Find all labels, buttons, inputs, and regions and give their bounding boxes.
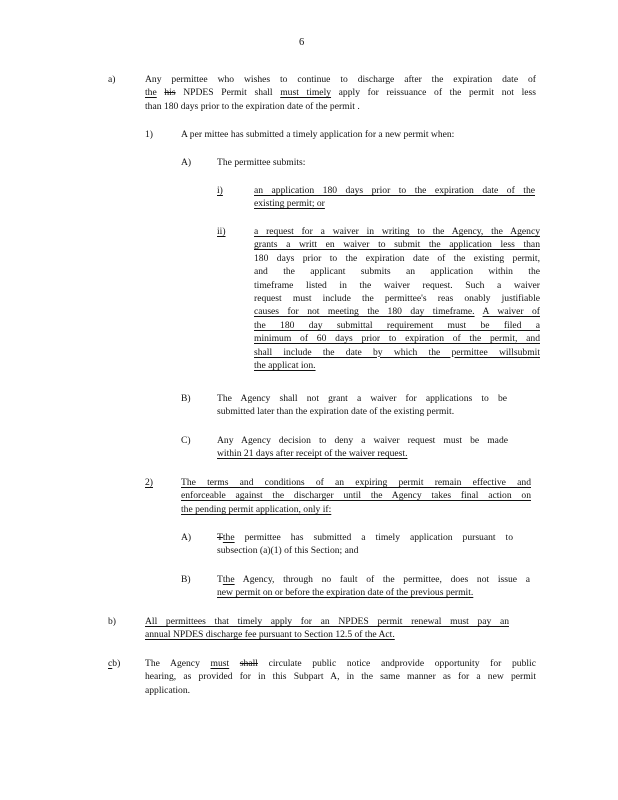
item-a2A-line-1: Tthe permittee has submitted a timely application pursuant to xyxy=(217,532,513,543)
item-aii-line-6: request must include the permittee's reas onably justifiable xyxy=(254,292,540,304)
item-aii-line-8: the 180 day submittal requirement must be filed a xyxy=(254,319,540,331)
item-a2B-label: B) xyxy=(181,574,191,585)
item-c-line-1: The Agency must shall circulate public notice andprovide opportunity for public xyxy=(145,658,536,669)
item-a1-text: A per mittee has submitted a timely application for a new permit when: xyxy=(181,129,455,140)
item-aii-label: ii) xyxy=(217,226,226,237)
item-aC-line-2: within 21 days after receipt of the waiver request. xyxy=(217,448,408,460)
inserted-must-timely: must timely xyxy=(280,87,332,99)
item-ai-line-1: an application 180 days prior to the expiration date of the xyxy=(254,185,535,196)
item-aB-label: B) xyxy=(181,393,191,404)
item-a2A-text xyxy=(217,531,513,558)
item-aii-line-7: causes for not meeting the 180 day timeframe. A waiver of xyxy=(254,306,540,318)
item-aii-line-9: minimum of 60 days prior to expiration of the permit, and xyxy=(254,333,540,345)
item-c-text xyxy=(145,657,536,697)
item-ai-label: i) xyxy=(217,185,223,196)
item-aii-line-3: 180 days prior to the expiration date of the existing permit, xyxy=(254,252,540,264)
inserted-the: the xyxy=(222,574,235,585)
item-aii-text xyxy=(254,225,540,372)
item-aB-line-2: submitted later than the expiration date of the existing permit. xyxy=(217,406,455,418)
item-a2-line-2: enforceable against the discharger until the Agency takes final action on xyxy=(181,490,531,502)
item-a2-line-3: the pending permit application, only if: xyxy=(181,503,332,515)
item-a2B-text xyxy=(217,573,530,600)
item-aii-line-2: grants a writt en waiver to submit the application less than xyxy=(254,239,540,251)
item-b-line-2: annual NPDES discharge fee pursuant to Section 12.5 of the Act. xyxy=(145,629,395,641)
inserted-must: must xyxy=(210,658,230,669)
item-a2A-line-2: subsection (a)(1) of this Section; and xyxy=(217,545,359,557)
deleted-his: his xyxy=(164,87,176,99)
item-a2A-label: A) xyxy=(181,532,192,543)
deleted-T: T xyxy=(217,532,223,543)
item-aii-line-5: timeframe listed in the waiver request. Such a waiver xyxy=(254,279,540,291)
item-aA-label: A) xyxy=(181,157,192,168)
item-a2-text xyxy=(181,476,531,516)
inserted-the: the xyxy=(222,532,235,543)
item-aC-line-1: Any Agency decision to deny a waiver request must be made xyxy=(217,435,508,446)
item-a-line-2: the his NPDES Permit shall must timely apply for reissuance of the permit not less xyxy=(145,87,536,99)
page-number: 6 xyxy=(299,37,305,48)
item-a2-line-1: The terms and conditions of an expiring permit remain effective and xyxy=(181,477,531,488)
item-a1-label: 1) xyxy=(145,129,153,140)
item-ai-line-2: existing permit; or xyxy=(254,198,325,210)
item-b-line-1: All permittees that timely apply for an NPDES permit renewal must pay an xyxy=(145,616,509,627)
item-aii-line-4: and the applicant submits an application within the xyxy=(254,266,540,278)
item-a2B-line-1: Tthe Agency, through no fault of the permittee, does not issue a xyxy=(217,574,530,585)
item-aB-text xyxy=(217,392,507,419)
deleted-shall: shall xyxy=(239,658,258,669)
inserted-the: the xyxy=(145,87,157,99)
item-aB-line-1: The Agency shall not grant a waiver for applications to be xyxy=(217,393,507,404)
item-c-label: cb) xyxy=(108,658,121,669)
item-a2-label: 2) xyxy=(145,477,153,488)
item-c-line-3: application. xyxy=(145,684,191,696)
item-a-line-3: than 180 days prior to the expiration date of the permit . xyxy=(145,100,360,112)
item-aC-label: C) xyxy=(181,435,191,446)
item-a-line-1: Any permittee who wishes to continue to discharge after the expiration date of xyxy=(145,74,536,85)
item-aC-text xyxy=(217,434,508,461)
item-b-label: b) xyxy=(108,616,116,627)
item-aii-line-10: shall include the date by which the permittee willsubmit xyxy=(254,346,540,358)
item-aA-text: The permittee submits: xyxy=(217,157,306,168)
item-ai-text xyxy=(254,184,535,211)
item-aii-line-1: a request for a waiver in writing to the Agency, the Agency xyxy=(254,226,540,237)
item-a-label: a) xyxy=(108,74,116,85)
item-b-text xyxy=(145,615,509,642)
item-a2B-line-2: new permit on or before the expiration date of the previous permit. xyxy=(217,587,474,599)
item-a-text xyxy=(145,73,536,113)
deleted-T: T xyxy=(217,574,223,585)
item-aii-line-11: the applicat ion. xyxy=(254,359,316,371)
item-c-line-2: hearing, as provided for in this Subpart A, in the same manner as for a new permit xyxy=(145,671,536,683)
